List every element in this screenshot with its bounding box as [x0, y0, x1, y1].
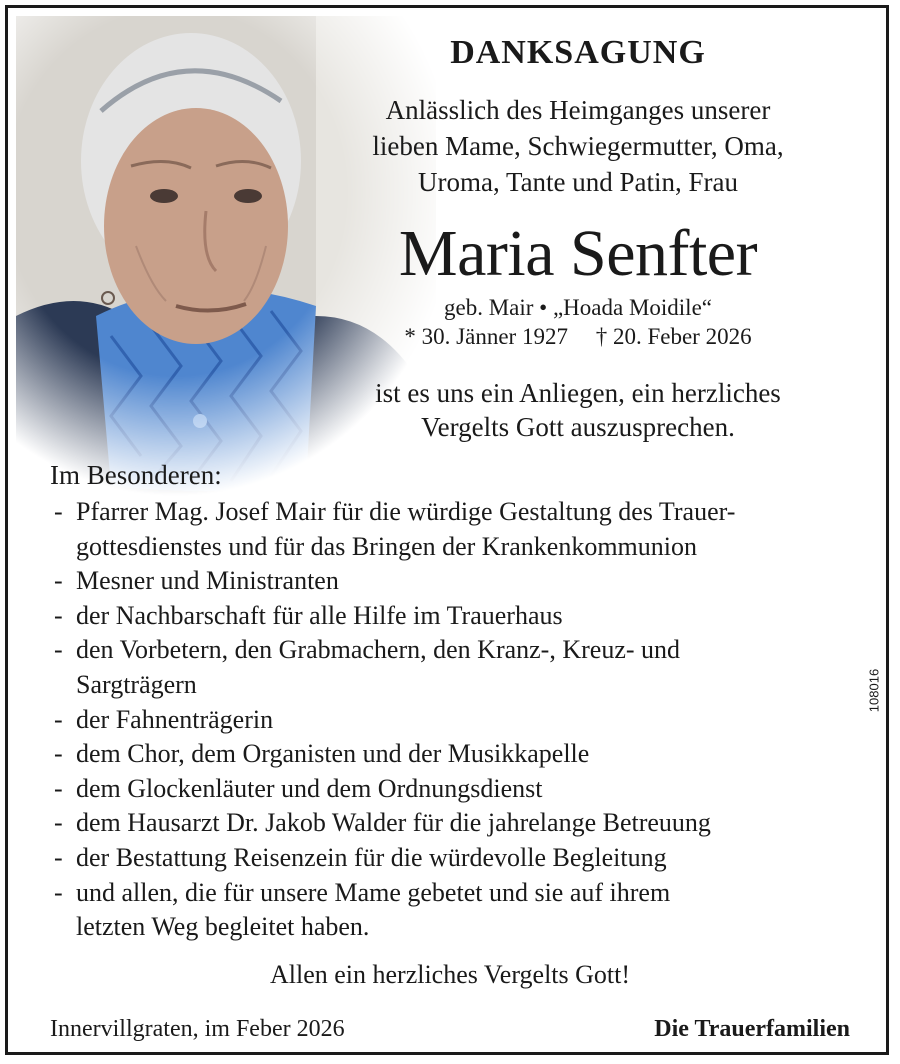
life-dates	[348, 322, 808, 352]
place-date: Innervillgraten, im Feber 2026	[50, 1016, 345, 1042]
thanks-line: Vergelts Gott auszusprechen.	[421, 412, 735, 442]
list-item: - der Bestattung Reisenzein für die würdevolle Begleitung	[54, 842, 667, 872]
closing-line: Allen ein herzliches Vergelts Gott!	[269, 960, 631, 989]
list-item: - der Fahnenträgerin	[54, 704, 274, 734]
intro-text	[318, 92, 838, 200]
deceased-name: Maria Senfter	[398, 217, 758, 290]
signature: Die Trauerfamilien	[654, 1016, 850, 1042]
notice-title: DANKSAGUNG	[450, 34, 706, 71]
thanks-text	[328, 376, 828, 444]
list-item: - dem Chor, dem Organisten und der Musikkapelle	[54, 739, 590, 769]
list-item: - dem Glockenläuter und dem Ordnungsdienst	[54, 773, 543, 803]
list-item: - Pfarrer Mag. Josef Mair für die würdige Gestaltung des Trauer- gottesdienstes und für das Bringen der Krankenkommunion	[54, 497, 736, 561]
thanks-line: ist es uns ein Anliegen, ein herzliches	[375, 378, 781, 408]
maiden-name-line: geb. Mair • „Hoada Moidile“	[444, 295, 712, 320]
list-item: - den Vorbetern, den Grabmachern, den Kranz-, Kreuz- und Sargträgern	[54, 635, 681, 699]
death-date: † 20. Feber 2026	[595, 324, 752, 349]
intro-line: Uroma, Tante und Patin, Frau	[417, 167, 739, 197]
obituary-notice	[5, 5, 889, 1055]
reference-number	[864, 663, 884, 719]
birth-date: * 30. Jänner 1927	[404, 324, 568, 349]
list-item: - dem Hausarzt Dr. Jakob Walder für die jahrelange Betreuung	[54, 808, 711, 838]
intro-line: lieben Mame, Schwiegermutter, Oma,	[372, 131, 784, 161]
list-item: - Mesner und Ministranten	[54, 566, 339, 596]
thanks-list	[50, 495, 870, 945]
intro-line: Anlässlich des Heimganges unserer	[385, 95, 771, 125]
list-item: - und allen, die für unsere Mame gebetet und sie auf ihrem letzten Weg begleitet haben.	[54, 877, 671, 942]
special-heading: Im Besonderen:	[50, 460, 222, 490]
reference-number-text: 108016	[866, 668, 882, 713]
list-item: - der Nachbarschaft für alle Hilfe im Trauerhaus	[54, 600, 563, 630]
